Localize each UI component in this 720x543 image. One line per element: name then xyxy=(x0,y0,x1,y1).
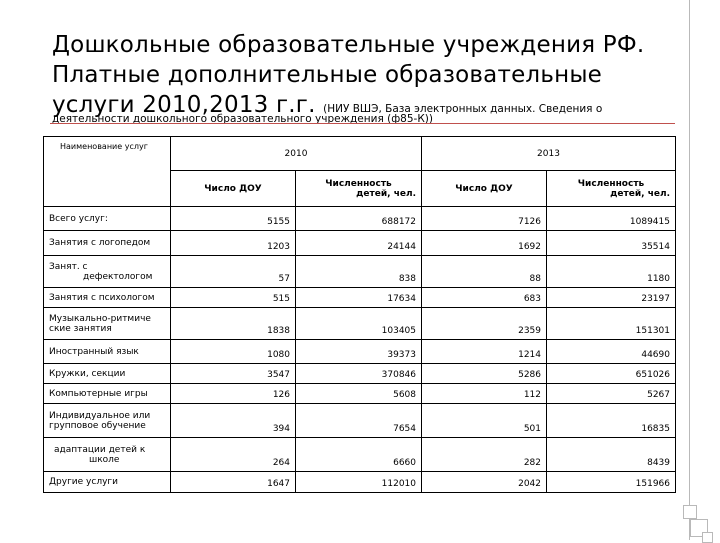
row-label: Компьютерные игры xyxy=(44,384,171,404)
cell-children-2010: 7654 xyxy=(296,404,422,438)
cell-doy-2010: 3547 xyxy=(171,364,296,384)
cell-children-2013: 44690 xyxy=(547,340,676,364)
cell-doy-2013: 1214 xyxy=(422,340,547,364)
cell-children-2013: 8439 xyxy=(547,438,676,472)
cell-doy-2013: 501 xyxy=(422,404,547,438)
cell-children-2013: 1089415 xyxy=(547,207,676,231)
cell-doy-2010: 1203 xyxy=(171,231,296,256)
decorative-square xyxy=(702,532,713,543)
table-row xyxy=(44,404,676,438)
source-note: (НИУ ВШЭ, База электронных данных. Сведения о xyxy=(323,103,603,115)
cell-doy-2010: 264 xyxy=(171,438,296,472)
cell-children-2010: 688172 xyxy=(296,207,422,231)
cell-children-2013: 651026 xyxy=(547,364,676,384)
header-services: Наименование услуг xyxy=(44,137,171,207)
cell-doy-2013: 112 xyxy=(422,384,547,404)
cell-doy-2013: 282 xyxy=(422,438,547,472)
table-row xyxy=(44,288,676,308)
cell-children-2013: 35514 xyxy=(547,231,676,256)
table-row xyxy=(44,438,676,472)
cell-children-2010: 370846 xyxy=(296,364,422,384)
cell-children-2013: 23197 xyxy=(547,288,676,308)
cell-doy-2010: 126 xyxy=(171,384,296,404)
table-row xyxy=(44,340,676,364)
cell-children-2010: 6660 xyxy=(296,438,422,472)
cell-doy-2010: 1080 xyxy=(171,340,296,364)
cell-doy-2013: 88 xyxy=(422,256,547,288)
cell-doy-2010: 1647 xyxy=(171,472,296,493)
cell-doy-2010: 57 xyxy=(171,256,296,288)
cell-children-2013: 1180 xyxy=(547,256,676,288)
cell-children-2010: 17634 xyxy=(296,288,422,308)
table-row xyxy=(44,364,676,384)
row-label: Занят. с дефектологом xyxy=(44,256,171,288)
header-children-2010: Численность детей, чел. xyxy=(296,171,422,207)
cell-children-2010: 112010 xyxy=(296,472,422,493)
row-label: Кружки, секции xyxy=(44,364,171,384)
cell-doy-2010: 1838 xyxy=(171,308,296,340)
header-doy-2010: Число ДОУ xyxy=(171,171,296,207)
cell-children-2013: 5267 xyxy=(547,384,676,404)
cell-doy-2010: 5155 xyxy=(171,207,296,231)
table-row xyxy=(44,231,676,256)
cell-doy-2013: 7126 xyxy=(422,207,547,231)
row-label: Иностранный язык xyxy=(44,340,171,364)
title-years: услуги 2010,2013 г.г. xyxy=(52,92,316,118)
row-label: Занятия с психологом xyxy=(44,288,171,308)
header-doy-2013: Число ДОУ xyxy=(422,171,547,207)
cell-doy-2013: 2042 xyxy=(422,472,547,493)
cell-doy-2013: 5286 xyxy=(422,364,547,384)
cell-doy-2013: 683 xyxy=(422,288,547,308)
decorative-square xyxy=(683,505,697,519)
table-header-years xyxy=(44,137,676,171)
cell-doy-2013: 1692 xyxy=(422,231,547,256)
cell-doy-2013: 2359 xyxy=(422,308,547,340)
title-line-1: Дошкольные образовательные учреждения РФ. xyxy=(52,32,645,58)
decorative-vertical-line xyxy=(689,0,690,540)
source-note-continued: деятельности дошкольного образовательного учреждения (ф85-К)) xyxy=(52,113,433,123)
title-divider xyxy=(50,123,675,124)
slide-title xyxy=(52,30,672,124)
table-row xyxy=(44,308,676,340)
cell-children-2013: 151966 xyxy=(547,472,676,493)
cell-doy-2010: 515 xyxy=(171,288,296,308)
cell-children-2010: 838 xyxy=(296,256,422,288)
cell-children-2013: 151301 xyxy=(547,308,676,340)
row-label: Занятия с логопедом xyxy=(44,231,171,256)
cell-children-2010: 5608 xyxy=(296,384,422,404)
cell-children-2013: 16835 xyxy=(547,404,676,438)
row-label: Всего услуг: xyxy=(44,207,171,231)
services-table xyxy=(43,136,676,493)
cell-doy-2010: 394 xyxy=(171,404,296,438)
cell-children-2010: 103405 xyxy=(296,308,422,340)
row-label: Индивидуальное или групповое обучение xyxy=(44,404,171,438)
header-year-2013: 2013 xyxy=(422,137,676,171)
row-label: Музыкально-ритмиче ские занятия xyxy=(44,308,171,340)
table-row xyxy=(44,207,676,231)
header-children-2013: Численность детей, чел. xyxy=(547,171,676,207)
cell-children-2010: 39373 xyxy=(296,340,422,364)
table-row xyxy=(44,256,676,288)
cell-children-2010: 24144 xyxy=(296,231,422,256)
row-label: Другие услуги xyxy=(44,472,171,493)
table-row xyxy=(44,472,676,493)
table-row xyxy=(44,384,676,404)
title-line-2: Платные дополнительные образовательные xyxy=(52,62,603,88)
header-year-2010: 2010 xyxy=(171,137,422,171)
row-label: адаптации детей к школе xyxy=(44,438,171,472)
